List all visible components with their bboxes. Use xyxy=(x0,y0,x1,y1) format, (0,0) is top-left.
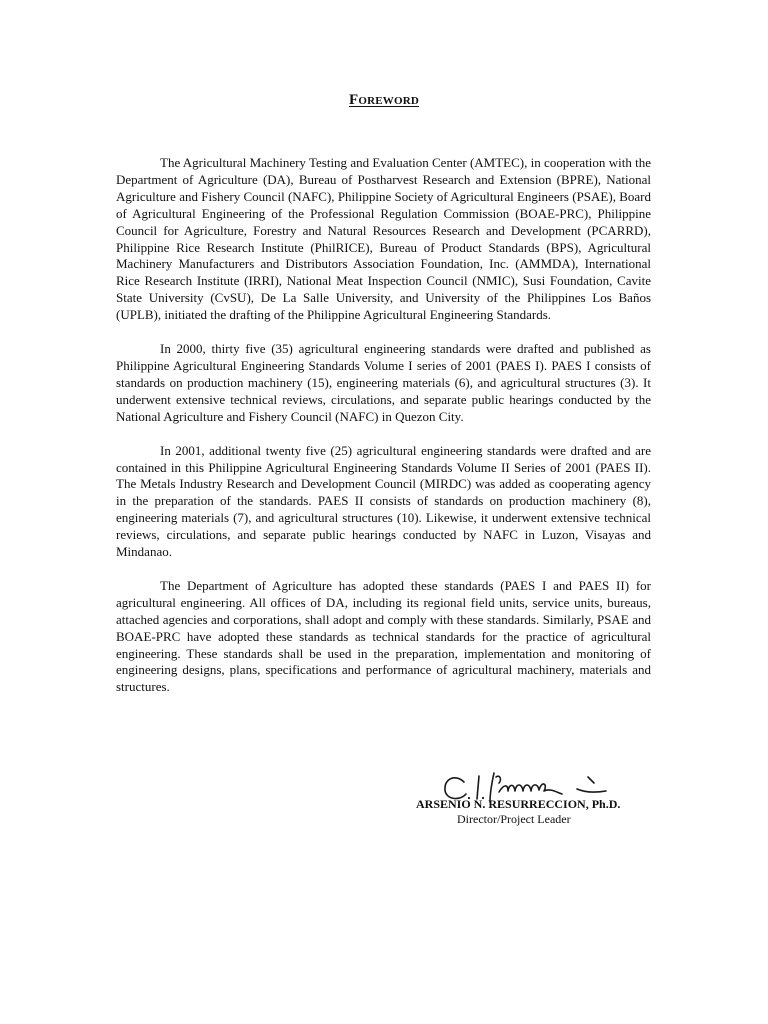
page-title: Foreword xyxy=(348,92,420,108)
signatory-position: Director/Project Leader xyxy=(457,812,571,826)
paragraph-3: In 2001, additional twenty five (25) agricultural engineering standards were drafted and are contained in this Philippine Agricultural Engineering Standards Volume II Series of 2001 (PAES II). The Metals Industry Research and Development Council (MIRDC) was added as cooperating agency in the preparation of the standards. PAES II consists of standards on production machinery (8), engineering materials (7), and agricultural structures (10). Likewise, it underwent extensive technical reviews, circulations, and separate public hearings conducted by NAFC in Luzon, Visayas and Mindanao. xyxy=(116,442,651,560)
paragraph-2: In 2000, thirty five (35) agricultural engineering standards were drafted and published as Philippine Agricultural Engineering Standards Volume I series of 2001 (PAES I). PAES I consists of standards on production machinery (15), engineering materials (6), and agricultural structures (3). It underwent extensive technical reviews, circulations, and separate public hearings conducted by the National Agriculture and Fishery Council (NAFC) in Quezon City. xyxy=(116,341,651,424)
paragraph-1: The Agricultural Machinery Testing and Evaluation Center (AMTEC), in cooperation with the Department of Agriculture (DA), Bureau of Postharvest Research and Extension (BPRE), National Agriculture and Fishery Council (NAFC), Philippine Society of Agricultural Engineers (PSAE), Board of Agricultural Engineering of the Professional Regulation Commission (BOAE-PRC), Philippine Council for Agriculture, Forestry and Natural Resources Research and Development (PCARRD), Philippine Rice Research Institute (PhilRICE), Bureau of Product Standards (BPS), Agricultural Machinery Manufacturers and Distributors Association Foundation, Inc. (AMMDA), International Rice Research Institute (IRRI), National Meat Inspection Council (NMIC), Susi Foundation, Cavite State University (CvSU), De La Salle University, and University of the Philippines Los Baños (UPLB), initiated the drafting of the Philippine Agricultural Engineering Standards. xyxy=(116,155,651,323)
signatory-name: ARSENIO N. RESURRECCION, Ph.D. xyxy=(416,797,621,811)
signature-block xyxy=(410,768,650,830)
paragraph-4: The Department of Agriculture has adopted these standards (PAES I and PAES II) for agricultural engineering. All offices of DA, including its regional field units, service units, bureaus, attached agencies and corporations, shall adopt and comply with these standards. Similarly, PSAE and BOAE-PRC have adopted these standards as technical standards for the practice of agricultural engineering. These standards shall be used in the preparation, implementation and monitoring of engineering designs, plans, specifications and performance of agricultural machinery, materials and structures. xyxy=(116,577,651,695)
foreword-body xyxy=(116,155,651,713)
